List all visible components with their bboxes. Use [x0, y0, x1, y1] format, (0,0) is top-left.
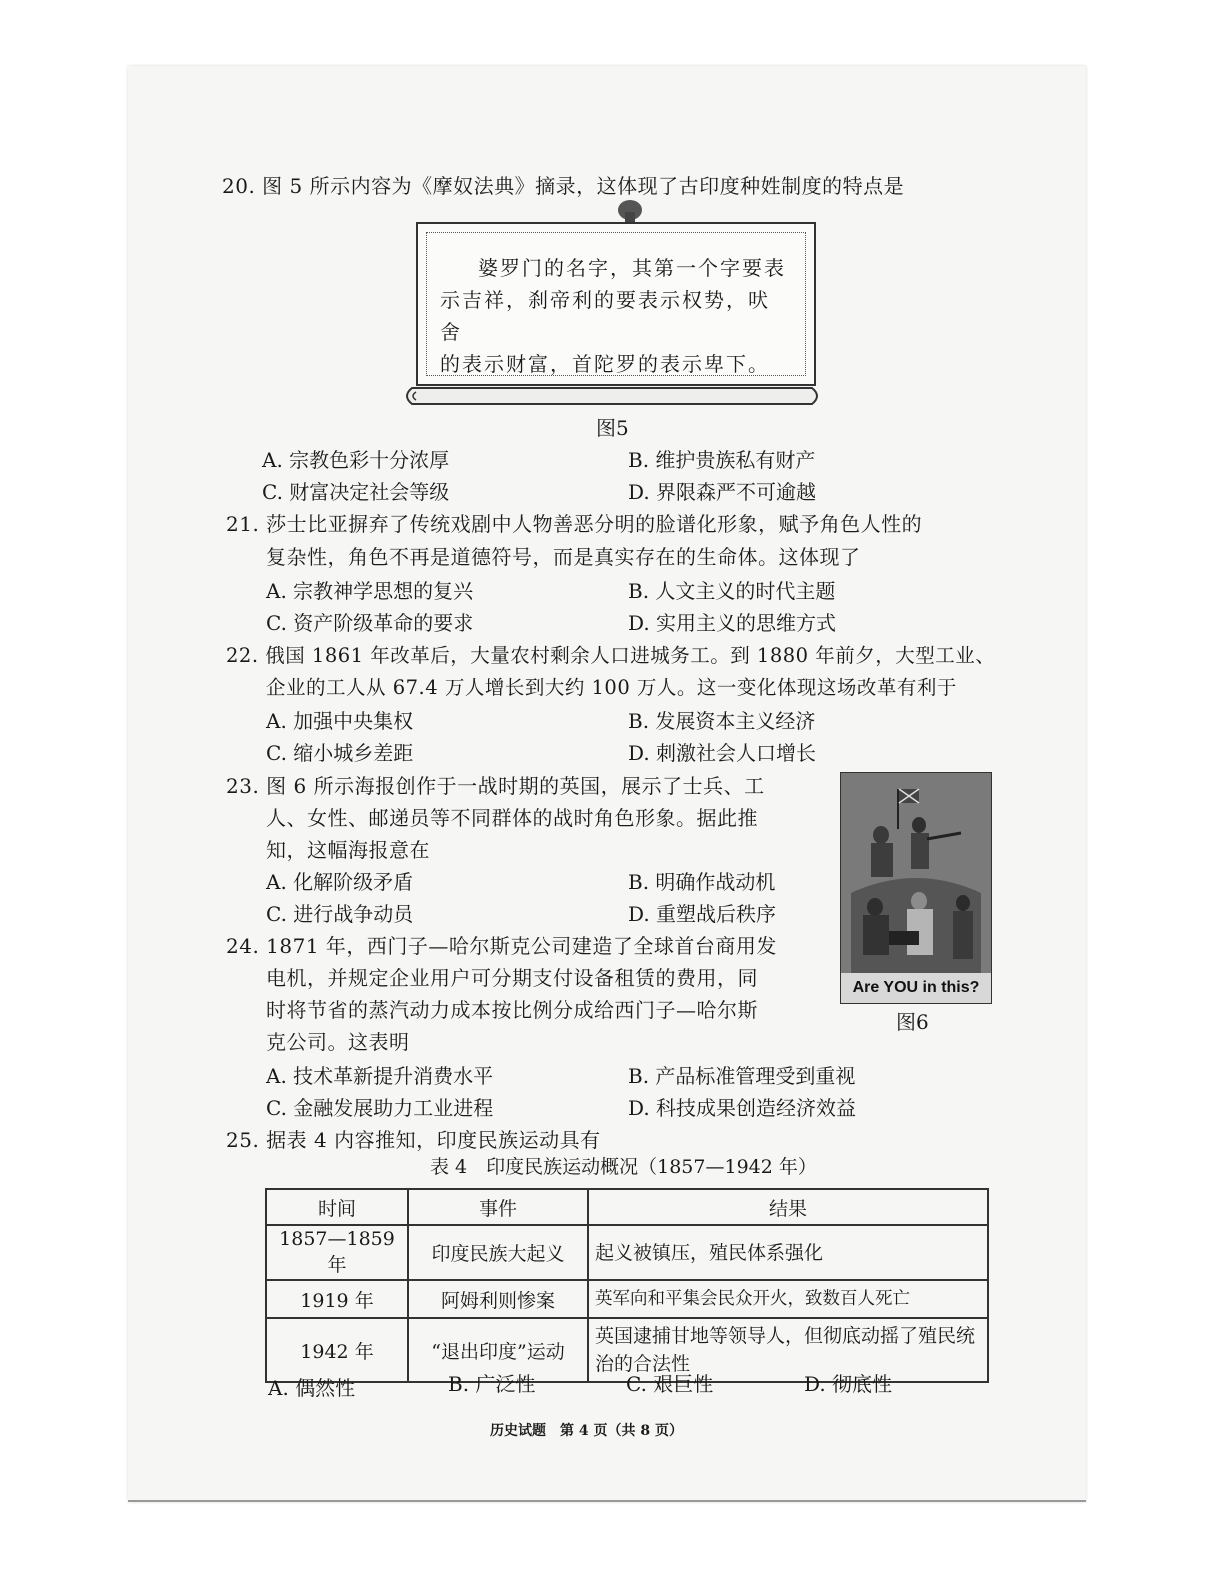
- row-1-result: 起义被镇压，殖民体系强化: [588, 1225, 988, 1280]
- q25-option-d: D. 彻底性: [804, 1372, 893, 1396]
- q25-option-b: B. 广泛性: [448, 1372, 536, 1396]
- figure-5-line-3: 的表示财富，首陀罗的表示卑下。: [440, 352, 770, 376]
- figure-5-line-2: 示吉祥，刹帝利的要表示权势，吠舍: [440, 288, 770, 344]
- q24-stem-line-2: 电机，并规定企业用户可分期支付设备租赁的费用，同: [266, 966, 758, 990]
- q24-option-a: A. 技术革新提升消费水平: [266, 1064, 494, 1088]
- q22-option-c: C. 缩小城乡差距: [266, 741, 414, 765]
- q22-stem-line-1: 22. 俄国 1861 年改革后，大量农村剩余人口进城务工。到 1880 年前夕，大型工业、: [226, 644, 996, 667]
- q25-option-a: A. 偶然性: [268, 1376, 356, 1400]
- q23-stem-line-3: 知，这幅海报意在: [266, 838, 430, 862]
- poster-caption: Are YOU in this?: [841, 973, 991, 1003]
- q24-option-c: C. 金融发展助力工业进程: [266, 1096, 494, 1120]
- figure-5-text: [440, 252, 790, 380]
- q23-option-d: D. 重塑战后秩序: [628, 902, 777, 926]
- header-time: 时间: [266, 1189, 408, 1225]
- page-footer: 历史试题 第 4 页（共 8 页）: [490, 1423, 683, 1439]
- figure-5-box: [416, 222, 816, 386]
- row-1-time: 1857—1859 年: [266, 1225, 408, 1280]
- paper-edge: [128, 1500, 1086, 1502]
- q22-stem-line-2: 企业的工人从 67.4 万人增长到大约 100 万人。这一变化体现这场改革有利于: [266, 676, 957, 699]
- q22-option-d: D. 刺激社会人口增长: [628, 741, 817, 765]
- q22-option-b: B. 发展资本主义经济: [628, 709, 816, 733]
- row-2-result: 英军向和平集会民众开火，致数百人死亡: [588, 1280, 988, 1318]
- table-row: [266, 1280, 988, 1318]
- q20-option-d: D. 界限森严不可逾越: [628, 480, 817, 504]
- row-1-event: 印度民族大起义: [408, 1225, 588, 1280]
- figure-5-line-1: 婆罗门的名字，其第一个字要表: [478, 256, 786, 280]
- q24-option-b: B. 产品标准管理受到重视: [628, 1064, 856, 1088]
- q20-option-b: B. 维护贵族私有财产: [628, 448, 816, 472]
- q22-option-a: A. 加强中央集权: [266, 709, 414, 733]
- table-header-row: [266, 1189, 988, 1225]
- q24-stem-line-3: 时将节省的蒸汽动力成本按比例分成给西门子—哈尔斯: [266, 998, 758, 1022]
- scroll-curl: [402, 382, 822, 410]
- poster-illustration: [841, 773, 991, 973]
- q21-option-b: B. 人文主义的时代主题: [628, 579, 836, 603]
- row-3-result: 英国逮捕甘地等领导人，但彻底动摇了殖民统治的合法性: [588, 1318, 988, 1382]
- q23-option-c: C. 进行战争动员: [266, 902, 414, 926]
- q20-option-c: C. 财富决定社会等级: [262, 480, 450, 504]
- figure-6-poster: [840, 772, 992, 1004]
- row-3-time: 1942 年: [266, 1318, 408, 1382]
- header-event: 事件: [408, 1189, 588, 1225]
- q21-option-d: D. 实用主义的思维方式: [628, 611, 837, 635]
- q23-option-b: B. 明确作战动机: [628, 870, 776, 894]
- q24-option-d: D. 科技成果创造经济效益: [628, 1096, 857, 1120]
- q21-stem-line-2: 复杂性，角色不再是道德符号，而是真实存在的生命体。这体现了: [266, 545, 861, 569]
- q23-stem-line-2: 人、女性、邮递员等不同群体的战时角色形象。据此推: [266, 806, 758, 830]
- q21-option-a: A. 宗教神学思想的复兴: [266, 579, 474, 603]
- row-2-event: 阿姆利则惨案: [408, 1280, 588, 1318]
- q20-option-a: A. 宗教色彩十分浓厚: [262, 448, 450, 472]
- q21-stem-line-1: 21. 莎士比亚摒弃了传统戏剧中人物善恶分明的脸谱化形象，赋予角色人性的: [226, 512, 923, 536]
- row-3-event: “退出印度”运动: [408, 1318, 588, 1382]
- q23-stem-line-1: 23. 图 6 所示海报创作于一战时期的英国，展示了士兵、工: [226, 774, 765, 798]
- row-2-time: 1919 年: [266, 1280, 408, 1318]
- table-row: [266, 1225, 988, 1280]
- q24-stem-line-4: 克公司。这表明: [266, 1030, 410, 1054]
- q23-option-a: A. 化解阶级矛盾: [266, 870, 414, 894]
- table-4: [265, 1188, 989, 1383]
- table-4-caption: 表 4 印度民族运动概况（1857—1942 年）: [430, 1156, 817, 1178]
- figure-6-caption: 图6: [896, 1010, 929, 1034]
- q25-stem: 25. 据表 4 内容推知，印度民族运动具有: [226, 1128, 601, 1152]
- q24-stem-line-1: 24. 1871 年，西门子—哈尔斯克公司建造了全球首台商用发: [226, 934, 777, 958]
- figure-5-caption: 图5: [596, 416, 629, 440]
- q20-stem: 20. 图 5 所示内容为《摩奴法典》摘录，这体现了古印度种姓制度的特点是: [222, 174, 905, 198]
- q25-option-c: C. 艰巨性: [626, 1372, 714, 1396]
- q21-option-c: C. 资产阶级革命的要求: [266, 611, 474, 635]
- header-result: 结果: [588, 1189, 988, 1225]
